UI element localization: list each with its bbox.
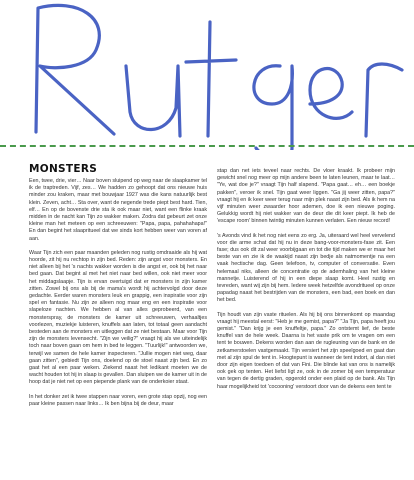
paragraph: In het donker zet ik twee stappen naar voren, een grote stap opzij, nog een paar kleine passen naar links… Ik ben bijna bij de deur, maar xyxy=(29,393,207,407)
paragraph: stap dan net iets teveel naar rechts. De vloer kraakt. Ik probeer mijn gewicht snel nog meer op mijn andere been te laten leunen, maar te laat… "Ye, wat doe je?" vraagt Tijn half slapend. "Papa gaat… eh… een boekje pakken", veroer ik snel. Tijn gaat weer liggen. "Ga jij weer zitten, papa?" vraagt hij en ik keer weer terug naar mijn plek naast zijn bed. Als ik hem na vijf minuten weer zwaarder hoor ademen, doe ik een nieuwe poging. Gelukkig wordt hij niet wakker van de deur die dit keer piept. Ik heb de 'escape room' binnen twintig minuten kunnen verlaten. Een nieuw record! xyxy=(217,168,395,225)
article-column-right xyxy=(217,168,395,398)
paragraph: Tijn houdt van zijn vaste rituelen. Als hij bij ons binnenkomt op maandag vraagt hij meestal eerst: "Heb je me gemist, papa?" "Ja Tijn, papa heeft jou gemist." "Dan krijg je een knuffeltje, papa." Zo ontstemt lief, de beste knuffel van de hele week. Daarna is het vaste prik om te vragen om een tent te bouwen. Dekens worden dan aan de rugleuning van de bank en de zetkamerstoelen vastgemaakt. Tijn versiert het zijn speelgoed en gaat dan met al zijn spul de tent in. Hoogtepunt is wanneer de tent indort, al dan niet door zijn eigen toedoen of dat van Fini. Die blinde kat van ons is namelijk ook gek op tenten. Het liefst ligt ze, ook in de zomer bij een temperatuur van tegen de dertig graden, opgerold onder een plaid op de bank. Als Tijn haar mogelijkheid tot 'cocooning' verstoort door van de dekens een tent te xyxy=(217,311,395,390)
paragraph: 's Avonds vind ik het nog niet eens zo erg. Ja, uiteraard wel heel vervelend voor die arme schat dat hij nu in deze bang-voor-monsters-fase zit. Een fase; dus ook dit zal weer voorbijgaan en tot die tijd maken we er maar het beste van en zie ik de waakijd naast zijn bedje als natmomentje na een vaak hectische dag. Geen telefoon, tv, computer of conversatie. Even helemaal niks, alleen de concentratie op de ademhaling van het kleine mannetje. Luisterend of hij in een diepe slaap komt. Heel rustig en tevreden, want wij zijn bij hem. Iedere week hetzelfde avondritueel op onze papadag naast het bestrijden van de monsters, een bad, een boek en dan het bed. xyxy=(217,232,395,304)
article-column-left xyxy=(29,178,207,415)
dashed-divider xyxy=(0,145,414,147)
rutger-logo xyxy=(18,0,408,150)
paragraph: Een, twee, drie, vier… Naar boven sluipend op weg naar de slaapkamer tel ik de traptreden. Vijf, zes… We hadden zo gehoopt dat ons nieuwe huis minder zou kraken, maar met bouwjaar 1927 was die kans natuurlijk best klein. Zeven, acht… Sta over, want de negende trede piept best hard. Tien, elf… En op de bovenste drie sta ik ook maar niet, want een flinke kraak midden in de nacht kan Tijn zo wakker maken. Zodra dat gebeurt zet onze kleine man het meteen op een schreeuwen: "Papa, papa, pahahahapa!" En dan begint het slaapritueel dat we sinds kort hebben weer van voren af aan. xyxy=(29,178,207,242)
paragraph: Waar Tijn zich een paar maanden geleden nog rustig omdraaide als hij wat hoorde, zit hij nu rechtop in zijn bed. Reden: zijn angst voor monsters. En niet alleen bij het 's nachts wakker worden is die angst er, ook bij het naar bed gaan. Dat begint al met het niet naar bed willen, ook niet meer voor het middagslaapje. Tijn is ervan overtuigd dat er monsters in zijn kamer zitten. Zowel bij ons als bij de mama's wordt hij achtervolgd door deze gedachte. Eerder waren monsters leuk en grappig, een inspiratie voor zijn spel en fantasie. Nu zijn ze alleen nog maar eng en een inspiratie voor slapeloze nachten. We hebben al van alles geprobeerd, van een monsterspray, de monsters de kamer uit schreeuwen, verhaaltjes voorlezen, muziekje luisteren, knuffels aan laten, tot totaal geen aandacht besteden aan de monsters en uitleggen dat ze niet bestaan. Maar voor Tijn zijn de monsters levensecht. "Zijn we veilig?" vraagt hij als we uiteindelijk toch naar boven gaan om hem in bed te leggen. "Tuurlijk!" antwoorden we, terwijl we samen de hele kamer inspecteren. "Jullie mogen niet weg, daar gaan zitten", gebiedt Tijn ons, doelend op de stoel naast zijn bed. En zo gaat het al een paar weken. Ziekend naast het ledikant moeten we de wacht houden tot hij in slaap is gevallen. Dan sluipen we de kamer uit in de hoop dat je niet net op een piepende plank van de onderkoier staat. xyxy=(29,249,207,386)
article-title: MONSTERS xyxy=(29,163,98,175)
